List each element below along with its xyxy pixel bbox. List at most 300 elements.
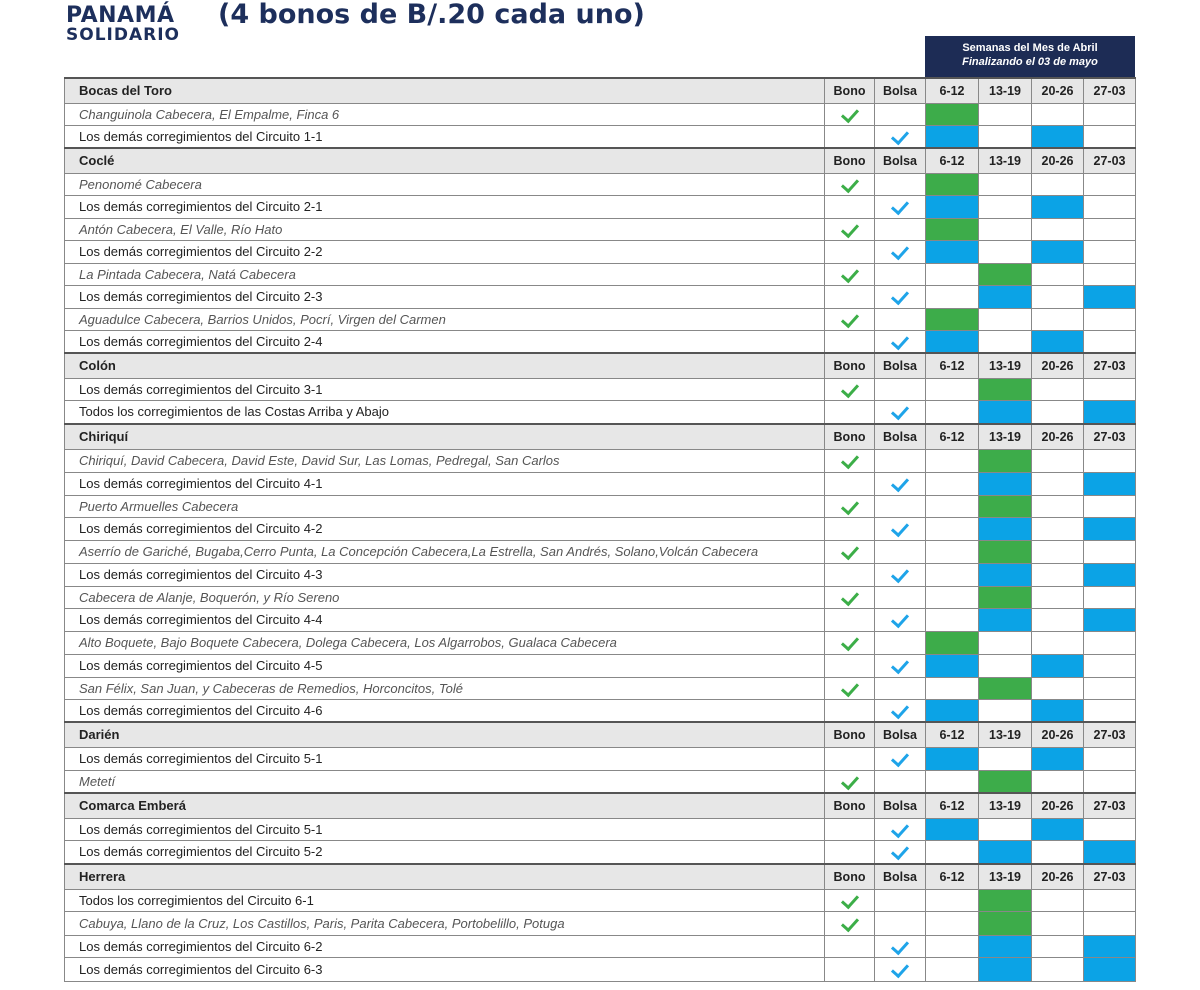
schedule-row [65, 677, 1136, 699]
check-blue-icon [891, 936, 909, 955]
bono-cell [825, 770, 875, 793]
week-cell [1032, 911, 1084, 935]
location-label: Puerto Armuelles Cabecera [65, 495, 825, 517]
week-column-header: 20-26 [1032, 722, 1084, 747]
schedule-row [65, 608, 1136, 631]
check-green-icon [840, 587, 858, 606]
location-label: Los demás corregimientos del Circuito 2-2 [65, 240, 825, 263]
week-cell [1032, 218, 1084, 240]
bono-cell [825, 818, 875, 840]
week-cell [1084, 495, 1136, 517]
week-cell [926, 472, 979, 495]
region-header-row [65, 148, 1136, 173]
week-cell [1084, 911, 1136, 935]
week-column-header: 13-19 [979, 793, 1032, 818]
week-cell [979, 699, 1032, 722]
check-blue-icon [891, 565, 909, 584]
week-cell [979, 654, 1032, 677]
check-blue-icon [891, 819, 909, 838]
schedule-row [65, 263, 1136, 285]
week-cell [979, 770, 1032, 793]
bolsa-cell [875, 818, 926, 840]
week-cell [1032, 935, 1084, 957]
week-cell [979, 840, 1032, 864]
week-cell [1032, 677, 1084, 699]
bono-column-header: Bono [825, 78, 875, 103]
week-cell [1084, 125, 1136, 148]
check-green-icon [840, 633, 858, 652]
logo [66, 4, 180, 45]
bono-cell [825, 125, 875, 148]
schedule-row [65, 517, 1136, 540]
week-cell [1084, 889, 1136, 911]
schedule-row [65, 103, 1136, 125]
week-cell [1084, 173, 1136, 195]
location-label: Los demás corregimientos del Circuito 3-1 [65, 378, 825, 400]
week-cell [1084, 608, 1136, 631]
week-column-header: 27-03 [1084, 424, 1136, 449]
week-cell [979, 677, 1032, 699]
week-column-header: 20-26 [1032, 864, 1084, 889]
week-cell [926, 677, 979, 699]
check-green-icon [840, 219, 858, 238]
location-label: Los demás corregimientos del Circuito 2-4 [65, 330, 825, 353]
schedule-table [64, 77, 1136, 982]
bono-cell [825, 218, 875, 240]
location-label: Todos los corregimientos del Circuito 6-1 [65, 889, 825, 911]
check-blue-icon [891, 242, 909, 261]
week-cell [1084, 586, 1136, 608]
week-cell [926, 240, 979, 263]
bolsa-column-header: Bolsa [875, 864, 926, 889]
bolsa-cell [875, 218, 926, 240]
bono-cell [825, 935, 875, 957]
location-label: Cabuya, Llano de la Cruz, Los Castillos, Paris, Parita Cabecera, Portobelillo, Potuga [65, 911, 825, 935]
week-cell [1032, 400, 1084, 424]
schedule-row [65, 308, 1136, 330]
week-column-header: 20-26 [1032, 353, 1084, 378]
schedule-row [65, 195, 1136, 218]
location-label: Alto Boquete, Bajo Boquete Cabecera, Dolega Cabecera, Los Algarrobos, Gualaca Cabecera [65, 631, 825, 654]
week-cell [979, 195, 1032, 218]
week-cell [979, 889, 1032, 911]
check-green-icon [840, 104, 858, 123]
week-cell [1084, 935, 1136, 957]
bolsa-cell [875, 563, 926, 586]
region-header-row [65, 353, 1136, 378]
schedule-row [65, 378, 1136, 400]
check-green-icon [840, 174, 858, 193]
week-cell [1032, 517, 1084, 540]
region-header-row [65, 722, 1136, 747]
bolsa-cell [875, 517, 926, 540]
week-cell [1032, 608, 1084, 631]
week-cell [1084, 840, 1136, 864]
check-green-icon [840, 913, 858, 932]
location-label: Aserrío de Gariché, Bugaba,Cerro Punta, La Concepción Cabecera,La Estrella, San Andrés, Solano,Volcán Cabecera [65, 540, 825, 563]
check-green-icon [840, 379, 858, 398]
location-label: Los demás corregimientos del Circuito 1-1 [65, 125, 825, 148]
schedule-row [65, 173, 1136, 195]
location-label: Metetí [65, 770, 825, 793]
week-cell [926, 285, 979, 308]
week-cell [926, 449, 979, 472]
bono-cell [825, 449, 875, 472]
bolsa-cell [875, 770, 926, 793]
week-cell [1032, 889, 1084, 911]
week-cell [979, 517, 1032, 540]
location-label: San Félix, San Juan, y Cabeceras de Remedios, Horconcitos, Tolé [65, 677, 825, 699]
location-label: Los demás corregimientos del Circuito 5-2 [65, 840, 825, 864]
week-cell [979, 263, 1032, 285]
week-cell [1032, 654, 1084, 677]
check-blue-icon [891, 474, 909, 493]
bono-cell [825, 608, 875, 631]
bono-cell [825, 586, 875, 608]
week-cell [1032, 330, 1084, 353]
week-cell [1032, 840, 1084, 864]
bolsa-cell [875, 263, 926, 285]
week-column-header: 20-26 [1032, 148, 1084, 173]
check-blue-icon [891, 197, 909, 216]
week-cell [1084, 957, 1136, 981]
week-cell [1084, 330, 1136, 353]
check-green-icon [840, 496, 858, 515]
week-cell [1084, 195, 1136, 218]
region-name: Comarca Emberá [65, 793, 825, 818]
logo-line-1: PANAMÁ [66, 3, 175, 28]
week-cell [926, 889, 979, 911]
week-column-header: 6-12 [926, 353, 979, 378]
week-cell [1032, 378, 1084, 400]
week-cell [1032, 495, 1084, 517]
check-blue-icon [891, 700, 909, 719]
bolsa-cell [875, 747, 926, 770]
week-column-header: 27-03 [1084, 353, 1136, 378]
bono-cell [825, 517, 875, 540]
week-column-header: 6-12 [926, 722, 979, 747]
logo-line-2: SOLIDARIO [66, 25, 180, 46]
week-column-header: 20-26 [1032, 78, 1084, 103]
location-label: Los demás corregimientos del Circuito 2-1 [65, 195, 825, 218]
check-green-icon [840, 678, 858, 697]
bono-column-header: Bono [825, 864, 875, 889]
bolsa-cell [875, 935, 926, 957]
location-label: Los demás corregimientos del Circuito 5-1 [65, 818, 825, 840]
region-name: Darién [65, 722, 825, 747]
week-cell [1032, 699, 1084, 722]
schedule-row [65, 240, 1136, 263]
check-green-icon [840, 771, 858, 790]
weeks-header-title: Semanas del Mes de Abril [962, 42, 1098, 54]
week-cell [1032, 818, 1084, 840]
week-column-header: 6-12 [926, 864, 979, 889]
bono-cell [825, 563, 875, 586]
week-cell [979, 218, 1032, 240]
week-column-header: 27-03 [1084, 78, 1136, 103]
bolsa-column-header: Bolsa [875, 722, 926, 747]
region-header-row [65, 793, 1136, 818]
schedule-row [65, 586, 1136, 608]
week-cell [1084, 747, 1136, 770]
week-cell [926, 957, 979, 981]
bono-cell [825, 495, 875, 517]
bolsa-cell [875, 400, 926, 424]
bolsa-cell [875, 330, 926, 353]
week-cell [926, 125, 979, 148]
week-cell [1032, 195, 1084, 218]
bono-cell [825, 330, 875, 353]
week-cell [1084, 818, 1136, 840]
schedule-row [65, 540, 1136, 563]
schedule-row [65, 563, 1136, 586]
bono-cell [825, 195, 875, 218]
check-green-icon [840, 890, 858, 909]
week-cell [1084, 308, 1136, 330]
check-blue-icon [891, 842, 909, 861]
bolsa-cell [875, 699, 926, 722]
location-label: Los demás corregimientos del Circuito 6-3 [65, 957, 825, 981]
week-cell [1084, 103, 1136, 125]
week-cell [926, 308, 979, 330]
week-cell [926, 654, 979, 677]
location-label: Aguadulce Cabecera, Barrios Unidos, Pocrí, Virgen del Carmen [65, 308, 825, 330]
region-name: Coclé [65, 148, 825, 173]
schedule-row [65, 957, 1136, 981]
bono-cell [825, 699, 875, 722]
bolsa-cell [875, 586, 926, 608]
week-cell [1084, 472, 1136, 495]
week-cell [1032, 103, 1084, 125]
schedule-row [65, 125, 1136, 148]
bono-cell [825, 654, 875, 677]
bolsa-cell [875, 378, 926, 400]
page-subtitle: (4 bonos de B/.20 cada uno) [218, 0, 645, 30]
week-cell [1084, 218, 1136, 240]
weeks-header [925, 36, 1135, 77]
schedule-row [65, 770, 1136, 793]
week-cell [926, 818, 979, 840]
bolsa-cell [875, 125, 926, 148]
bolsa-column-header: Bolsa [875, 793, 926, 818]
location-label: Los demás corregimientos del Circuito 4-5 [65, 654, 825, 677]
week-cell [926, 378, 979, 400]
week-cell [926, 517, 979, 540]
week-cell [926, 699, 979, 722]
week-column-header: 20-26 [1032, 424, 1084, 449]
schedule-row [65, 818, 1136, 840]
region-header-row [65, 864, 1136, 889]
week-cell [926, 747, 979, 770]
week-cell [1032, 125, 1084, 148]
bono-cell [825, 400, 875, 424]
week-cell [1084, 449, 1136, 472]
week-cell [979, 563, 1032, 586]
bolsa-cell [875, 285, 926, 308]
week-cell [1084, 654, 1136, 677]
week-cell [979, 125, 1032, 148]
week-cell [1032, 957, 1084, 981]
week-column-header: 27-03 [1084, 722, 1136, 747]
bono-column-header: Bono [825, 424, 875, 449]
location-label: Los demás corregimientos del Circuito 4-3 [65, 563, 825, 586]
week-cell [1084, 517, 1136, 540]
week-cell [1032, 449, 1084, 472]
week-cell [1032, 631, 1084, 654]
weeks-header-subtitle: Finalizando el 03 de mayo [962, 56, 1098, 68]
region-header-row [65, 78, 1136, 103]
region-name: Colón [65, 353, 825, 378]
schedule-row [65, 840, 1136, 864]
week-cell [926, 563, 979, 586]
week-cell [979, 957, 1032, 981]
schedule-row [65, 400, 1136, 424]
location-label: Antón Cabecera, El Valle, Río Hato [65, 218, 825, 240]
check-blue-icon [891, 331, 909, 350]
bono-cell [825, 285, 875, 308]
location-label: Chiriquí, David Cabecera, David Este, David Sur, Las Lomas, Pedregal, San Carlos [65, 449, 825, 472]
week-cell [979, 608, 1032, 631]
location-label: Cabecera de Alanje, Boquerón, y Río Sereno [65, 586, 825, 608]
week-cell [979, 378, 1032, 400]
bono-column-header: Bono [825, 793, 875, 818]
week-cell [979, 911, 1032, 935]
schedule-row [65, 935, 1136, 957]
region-name: Chiriquí [65, 424, 825, 449]
week-cell [1032, 747, 1084, 770]
week-cell [1084, 699, 1136, 722]
location-label: Los demás corregimientos del Circuito 4-4 [65, 608, 825, 631]
bolsa-column-header: Bolsa [875, 424, 926, 449]
week-cell [979, 173, 1032, 195]
bolsa-cell [875, 173, 926, 195]
bolsa-cell [875, 677, 926, 699]
schedule-row [65, 449, 1136, 472]
schedule-row [65, 747, 1136, 770]
week-cell [1084, 263, 1136, 285]
schedule-row [65, 472, 1136, 495]
week-column-header: 27-03 [1084, 793, 1136, 818]
week-cell [1084, 400, 1136, 424]
week-cell [1032, 240, 1084, 263]
week-cell [1084, 240, 1136, 263]
week-cell [926, 263, 979, 285]
week-cell [1032, 308, 1084, 330]
week-column-header: 27-03 [1084, 148, 1136, 173]
week-column-header: 13-19 [979, 353, 1032, 378]
week-column-header: 13-19 [979, 722, 1032, 747]
bolsa-cell [875, 240, 926, 263]
bono-column-header: Bono [825, 722, 875, 747]
bolsa-cell [875, 495, 926, 517]
schedule-row [65, 911, 1136, 935]
week-cell [926, 631, 979, 654]
bono-cell [825, 240, 875, 263]
week-cell [926, 495, 979, 517]
bolsa-cell [875, 631, 926, 654]
bolsa-column-header: Bolsa [875, 148, 926, 173]
week-column-header: 13-19 [979, 78, 1032, 103]
bolsa-cell [875, 608, 926, 631]
week-cell [1032, 263, 1084, 285]
check-green-icon [840, 451, 858, 470]
bono-cell [825, 957, 875, 981]
week-cell [926, 218, 979, 240]
week-cell [926, 540, 979, 563]
week-cell [979, 586, 1032, 608]
week-cell [926, 400, 979, 424]
bono-cell [825, 631, 875, 654]
bolsa-cell [875, 957, 926, 981]
check-blue-icon [891, 610, 909, 629]
week-column-header: 13-19 [979, 148, 1032, 173]
week-cell [1032, 563, 1084, 586]
bolsa-cell [875, 195, 926, 218]
check-green-icon [840, 309, 858, 328]
schedule-row [65, 218, 1136, 240]
bono-column-header: Bono [825, 148, 875, 173]
bono-column-header: Bono [825, 353, 875, 378]
week-cell [1032, 586, 1084, 608]
region-name: Herrera [65, 864, 825, 889]
location-label: Todos los corregimientos de las Costas Arriba y Abajo [65, 400, 825, 424]
schedule-row [65, 631, 1136, 654]
schedule-row [65, 330, 1136, 353]
week-column-header: 6-12 [926, 793, 979, 818]
location-label: Los demás corregimientos del Circuito 4-6 [65, 699, 825, 722]
week-cell [1084, 285, 1136, 308]
bolsa-column-header: Bolsa [875, 353, 926, 378]
week-cell [979, 400, 1032, 424]
week-column-header: 6-12 [926, 148, 979, 173]
week-cell [979, 818, 1032, 840]
week-cell [926, 586, 979, 608]
bono-cell [825, 840, 875, 864]
week-cell [926, 911, 979, 935]
week-cell [1032, 770, 1084, 793]
week-cell [979, 472, 1032, 495]
week-cell [1084, 540, 1136, 563]
week-cell [926, 770, 979, 793]
week-cell [1032, 285, 1084, 308]
check-blue-icon [891, 287, 909, 306]
week-cell [979, 495, 1032, 517]
week-cell [926, 840, 979, 864]
week-cell [1084, 378, 1136, 400]
check-green-icon [840, 264, 858, 283]
week-cell [979, 103, 1032, 125]
check-blue-icon [891, 402, 909, 421]
week-column-header: 20-26 [1032, 793, 1084, 818]
week-column-header: 13-19 [979, 424, 1032, 449]
week-cell [979, 747, 1032, 770]
bono-cell [825, 472, 875, 495]
week-cell [926, 195, 979, 218]
location-label: Los demás corregimientos del Circuito 4-2 [65, 517, 825, 540]
schedule-row [65, 495, 1136, 517]
week-column-header: 13-19 [979, 864, 1032, 889]
bono-cell [825, 173, 875, 195]
check-green-icon [840, 542, 858, 561]
bono-cell [825, 911, 875, 935]
week-cell [1084, 563, 1136, 586]
week-cell [979, 449, 1032, 472]
bono-cell [825, 308, 875, 330]
location-label: La Pintada Cabecera, Natá Cabecera [65, 263, 825, 285]
check-blue-icon [891, 749, 909, 768]
bono-cell [825, 747, 875, 770]
week-cell [979, 631, 1032, 654]
